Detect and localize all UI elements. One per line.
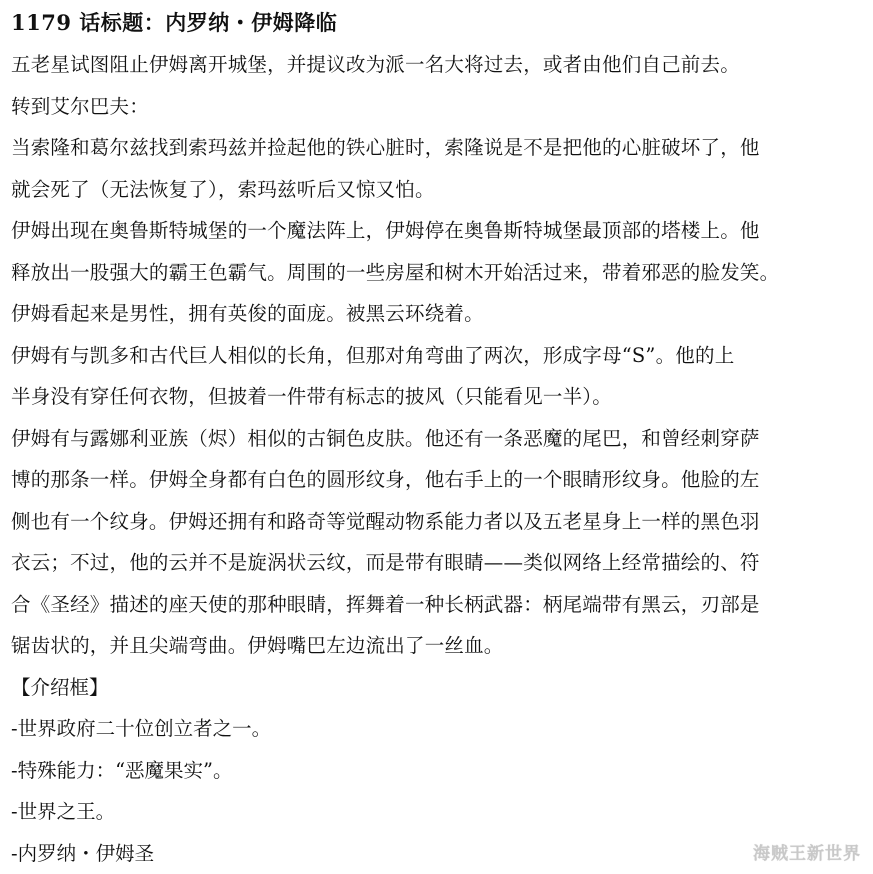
paragraph-line: 锯齿状的，并且尖端弯曲。伊姆嘴巴左边流出了一丝血。 [11, 634, 504, 657]
paragraph-line: 衣云；不过，他的云并不是旋涡状云纹，而是带有眼睛——类似网络上经常描绘的、符 [11, 551, 760, 574]
intro-item: -内罗纳・伊姆圣 [11, 841, 155, 865]
paragraph [11, 127, 861, 210]
paragraph [11, 418, 861, 667]
paragraph [11, 44, 861, 86]
paragraph-line: 五老星试图阻止伊姆离开城堡，并提议改为派一名大将过去，或者由他们自己前去。 [11, 53, 740, 76]
paragraph [11, 335, 861, 418]
chapter-title: 1179 话标题：内罗纳・伊姆降临 [11, 10, 338, 35]
paragraph-line: 合《圣经》描述的座天使的那种眼睛，挥舞着一种长柄武器：柄尾端带有黑云，刃部是 [11, 592, 760, 616]
paragraph-line: 伊姆看起来是男性，拥有英俊的面庞。被黑云环绕着。 [11, 302, 484, 325]
intro-box [11, 667, 861, 874]
paragraph-line: 释放出一股强大的霸王色霸气。周围的一些房屋和树木开始活过来，带着邪恶的脸发笑。 [11, 260, 780, 284]
intro-item: -世界政府二十位创立者之一。 [11, 717, 272, 740]
paragraph-line: 半身没有穿任何衣物，但披着一件带有标志的披风（只能看见一半）。 [11, 385, 612, 408]
paragraph [11, 210, 861, 335]
paragraph-line: 当索隆和葛尔兹找到索玛兹并捡起他的铁心脏时，索隆说是不是把他的心脏破坏了，他 [11, 136, 760, 159]
paragraph-line: 伊姆有与凯多和古代巨人相似的长角，但那对角弯曲了两次，形成字母“S”。他的上 [11, 343, 735, 367]
paragraph-line: 博的那条一样。伊姆全身都有白色的圆形纹身，他右手上的一个眼睛形纹身。他脸的左 [11, 468, 760, 491]
intro-item: -特殊能力：“恶魔果实”。 [11, 758, 233, 782]
paragraph-line: 侧也有一个纹身。伊姆还拥有和路奇等觉醒动物系能力者以及五老星身上一样的黑色羽 [11, 509, 760, 533]
watermark: 海贼王新世界 [753, 844, 861, 864]
paragraph-line: 伊姆出现在奥鲁斯特城堡的一个魔法阵上，伊姆停在奥鲁斯特城堡最顶部的塔楼上。他 [11, 219, 760, 242]
paragraph-line: 伊姆有与露娜利亚族（烬）相似的古铜色皮肤。他还有一条恶魔的尾巴，和曾经刺穿萨 [11, 426, 760, 450]
paragraph-line: 就会死了（无法恢复了），索玛兹听后又惊又怕。 [11, 177, 435, 201]
intro-item: -世界之王。 [11, 800, 116, 823]
paragraph-line: 转到艾尔巴夫： [11, 94, 149, 118]
paragraph [11, 86, 861, 128]
article-body [11, 44, 861, 667]
intro-box-heading: 【介绍框】 [11, 675, 109, 699]
